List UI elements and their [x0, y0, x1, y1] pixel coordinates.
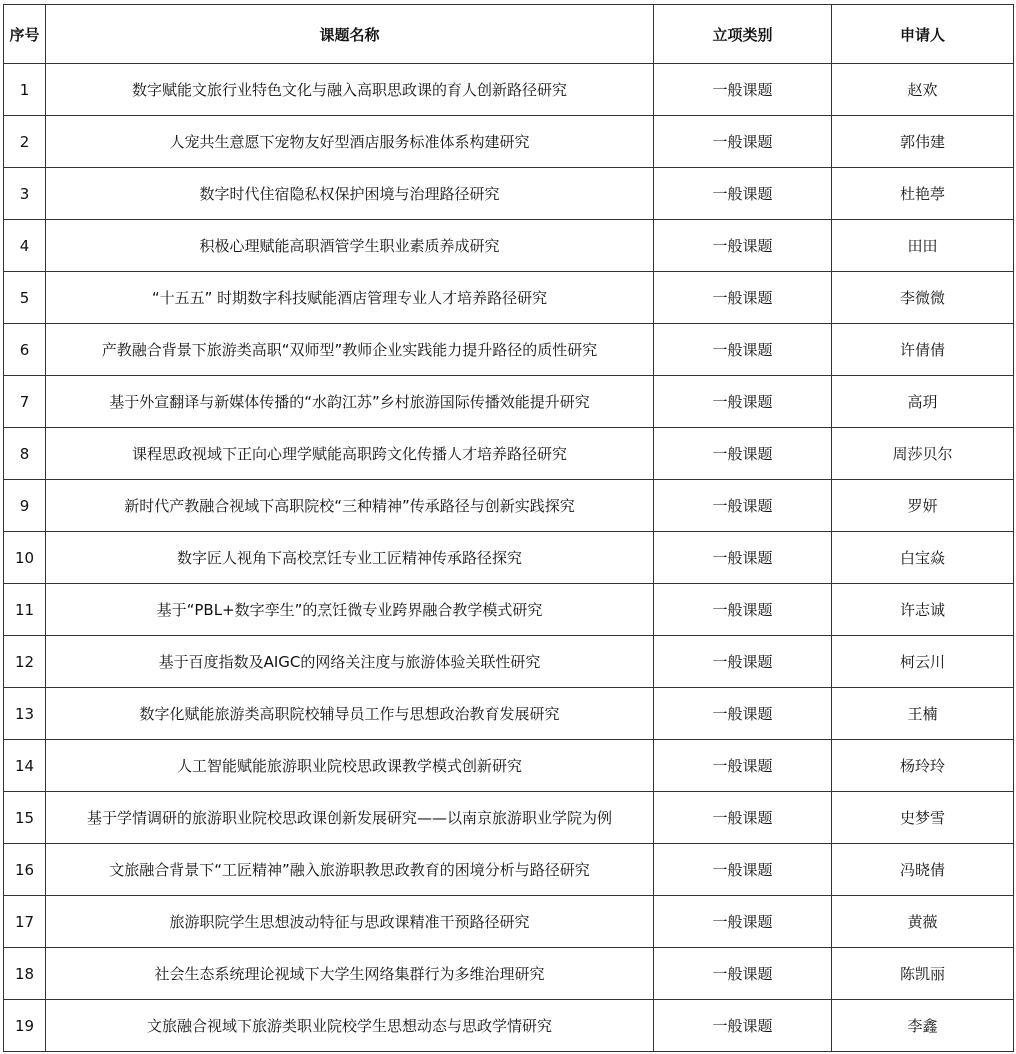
project-type: 一般课题	[654, 844, 832, 896]
applicant-name: 杨玲玲	[832, 740, 1014, 792]
header-row	[4, 5, 1014, 64]
table-row	[4, 688, 1014, 740]
applicant-name: 赵欢	[832, 64, 1014, 116]
project-title: 产教融合背景下旅游类高职“双师型”教师企业实践能力提升路径的质性研究	[46, 324, 654, 376]
project-title: “十五五” 时期数字科技赋能酒店管理专业人才培养路径研究	[46, 272, 654, 324]
project-type: 一般课题	[654, 376, 832, 428]
project-title: 基于百度指数及AIGC的网络关注度与旅游体验关联性研究	[46, 636, 654, 688]
applicant-name: 史梦雪	[832, 792, 1014, 844]
row-number: 2	[4, 116, 46, 168]
project-type: 一般课题	[654, 64, 832, 116]
row-number: 14	[4, 740, 46, 792]
table-row	[4, 636, 1014, 688]
project-title: 基于外宣翻译与新媒体传播的“水韵江苏”乡村旅游国际传播效能提升研究	[46, 376, 654, 428]
table-row	[4, 740, 1014, 792]
applicant-name: 田田	[832, 220, 1014, 272]
row-number: 10	[4, 532, 46, 584]
header-applicant: 申请人	[832, 5, 1014, 64]
applicant-name: 王楠	[832, 688, 1014, 740]
applicant-name: 李微微	[832, 272, 1014, 324]
row-number: 13	[4, 688, 46, 740]
header-title: 课题名称	[46, 5, 654, 64]
project-title: 社会生态系统理论视域下大学生网络集群行为多维治理研究	[46, 948, 654, 1000]
table-row	[4, 896, 1014, 948]
project-title: 基于学情调研的旅游职业院校思政课创新发展研究——以南京旅游职业学院为例	[46, 792, 654, 844]
project-type: 一般课题	[654, 324, 832, 376]
project-title: 新时代产教融合视域下高职院校“三种精神”传承路径与创新实践探究	[46, 480, 654, 532]
applicant-name: 周莎贝尔	[832, 428, 1014, 480]
row-number: 18	[4, 948, 46, 1000]
table-row	[4, 376, 1014, 428]
row-number: 3	[4, 168, 46, 220]
project-type: 一般课题	[654, 532, 832, 584]
project-type: 一般课题	[654, 116, 832, 168]
project-title: 积极心理赋能高职酒管学生职业素质养成研究	[46, 220, 654, 272]
applicant-name: 罗妍	[832, 480, 1014, 532]
table-row	[4, 532, 1014, 584]
project-type: 一般课题	[654, 272, 832, 324]
project-title: 基于“PBL+数字孪生”的烹饪微专业跨界融合教学模式研究	[46, 584, 654, 636]
row-number: 11	[4, 584, 46, 636]
header-no: 序号	[4, 5, 46, 64]
row-number: 7	[4, 376, 46, 428]
row-number: 9	[4, 480, 46, 532]
project-title: 文旅融合视域下旅游类职业院校学生思想动态与思政学情研究	[46, 1000, 654, 1052]
table-row	[4, 584, 1014, 636]
project-title: 数字时代住宿隐私权保护困境与治理路径研究	[46, 168, 654, 220]
row-number: 12	[4, 636, 46, 688]
table-row	[4, 428, 1014, 480]
project-type: 一般课题	[654, 792, 832, 844]
table-row	[4, 1000, 1014, 1052]
project-type: 一般课题	[654, 480, 832, 532]
row-number: 15	[4, 792, 46, 844]
project-title: 旅游职院学生思想波动特征与思政课精准干预路径研究	[46, 896, 654, 948]
row-number: 1	[4, 64, 46, 116]
applicant-name: 郭伟建	[832, 116, 1014, 168]
project-type: 一般课题	[654, 1000, 832, 1052]
project-table	[3, 4, 1014, 1052]
applicant-name: 柯云川	[832, 636, 1014, 688]
applicant-name: 许倩倩	[832, 324, 1014, 376]
project-title: 课程思政视域下正向心理学赋能高职跨文化传播人才培养路径研究	[46, 428, 654, 480]
applicant-name: 黄薇	[832, 896, 1014, 948]
table-row	[4, 272, 1014, 324]
header-type: 立项类别	[654, 5, 832, 64]
project-title: 数字赋能文旅行业特色文化与融入高职思政课的育人创新路径研究	[46, 64, 654, 116]
table-row	[4, 480, 1014, 532]
row-number: 4	[4, 220, 46, 272]
applicant-name: 高玥	[832, 376, 1014, 428]
row-number: 16	[4, 844, 46, 896]
project-title: 文旅融合背景下“工匠精神”融入旅游职教思政教育的困境分析与路径研究	[46, 844, 654, 896]
project-type: 一般课题	[654, 896, 832, 948]
row-number: 6	[4, 324, 46, 376]
applicant-name: 白宝焱	[832, 532, 1014, 584]
project-type: 一般课题	[654, 428, 832, 480]
row-number: 8	[4, 428, 46, 480]
table-row	[4, 792, 1014, 844]
applicant-name: 陈凯丽	[832, 948, 1014, 1000]
table-row	[4, 168, 1014, 220]
applicant-name: 冯晓倩	[832, 844, 1014, 896]
project-type: 一般课题	[654, 168, 832, 220]
project-type: 一般课题	[654, 636, 832, 688]
applicant-name: 杜艳葶	[832, 168, 1014, 220]
applicant-name: 许志诚	[832, 584, 1014, 636]
row-number: 17	[4, 896, 46, 948]
project-title: 人宠共生意愿下宠物友好型酒店服务标准体系构建研究	[46, 116, 654, 168]
row-number: 19	[4, 1000, 46, 1052]
table-row	[4, 116, 1014, 168]
table-row	[4, 844, 1014, 896]
table-row	[4, 64, 1014, 116]
project-type: 一般课题	[654, 688, 832, 740]
project-type: 一般课题	[654, 740, 832, 792]
table-row	[4, 324, 1014, 376]
project-title: 数字匠人视角下高校烹饪专业工匠精神传承路径探究	[46, 532, 654, 584]
applicant-name: 李鑫	[832, 1000, 1014, 1052]
project-title: 人工智能赋能旅游职业院校思政课教学模式创新研究	[46, 740, 654, 792]
project-type: 一般课题	[654, 220, 832, 272]
project-title: 数字化赋能旅游类高职院校辅导员工作与思想政治教育发展研究	[46, 688, 654, 740]
project-type: 一般课题	[654, 584, 832, 636]
table-row	[4, 948, 1014, 1000]
table-row	[4, 220, 1014, 272]
project-type: 一般课题	[654, 948, 832, 1000]
row-number: 5	[4, 272, 46, 324]
